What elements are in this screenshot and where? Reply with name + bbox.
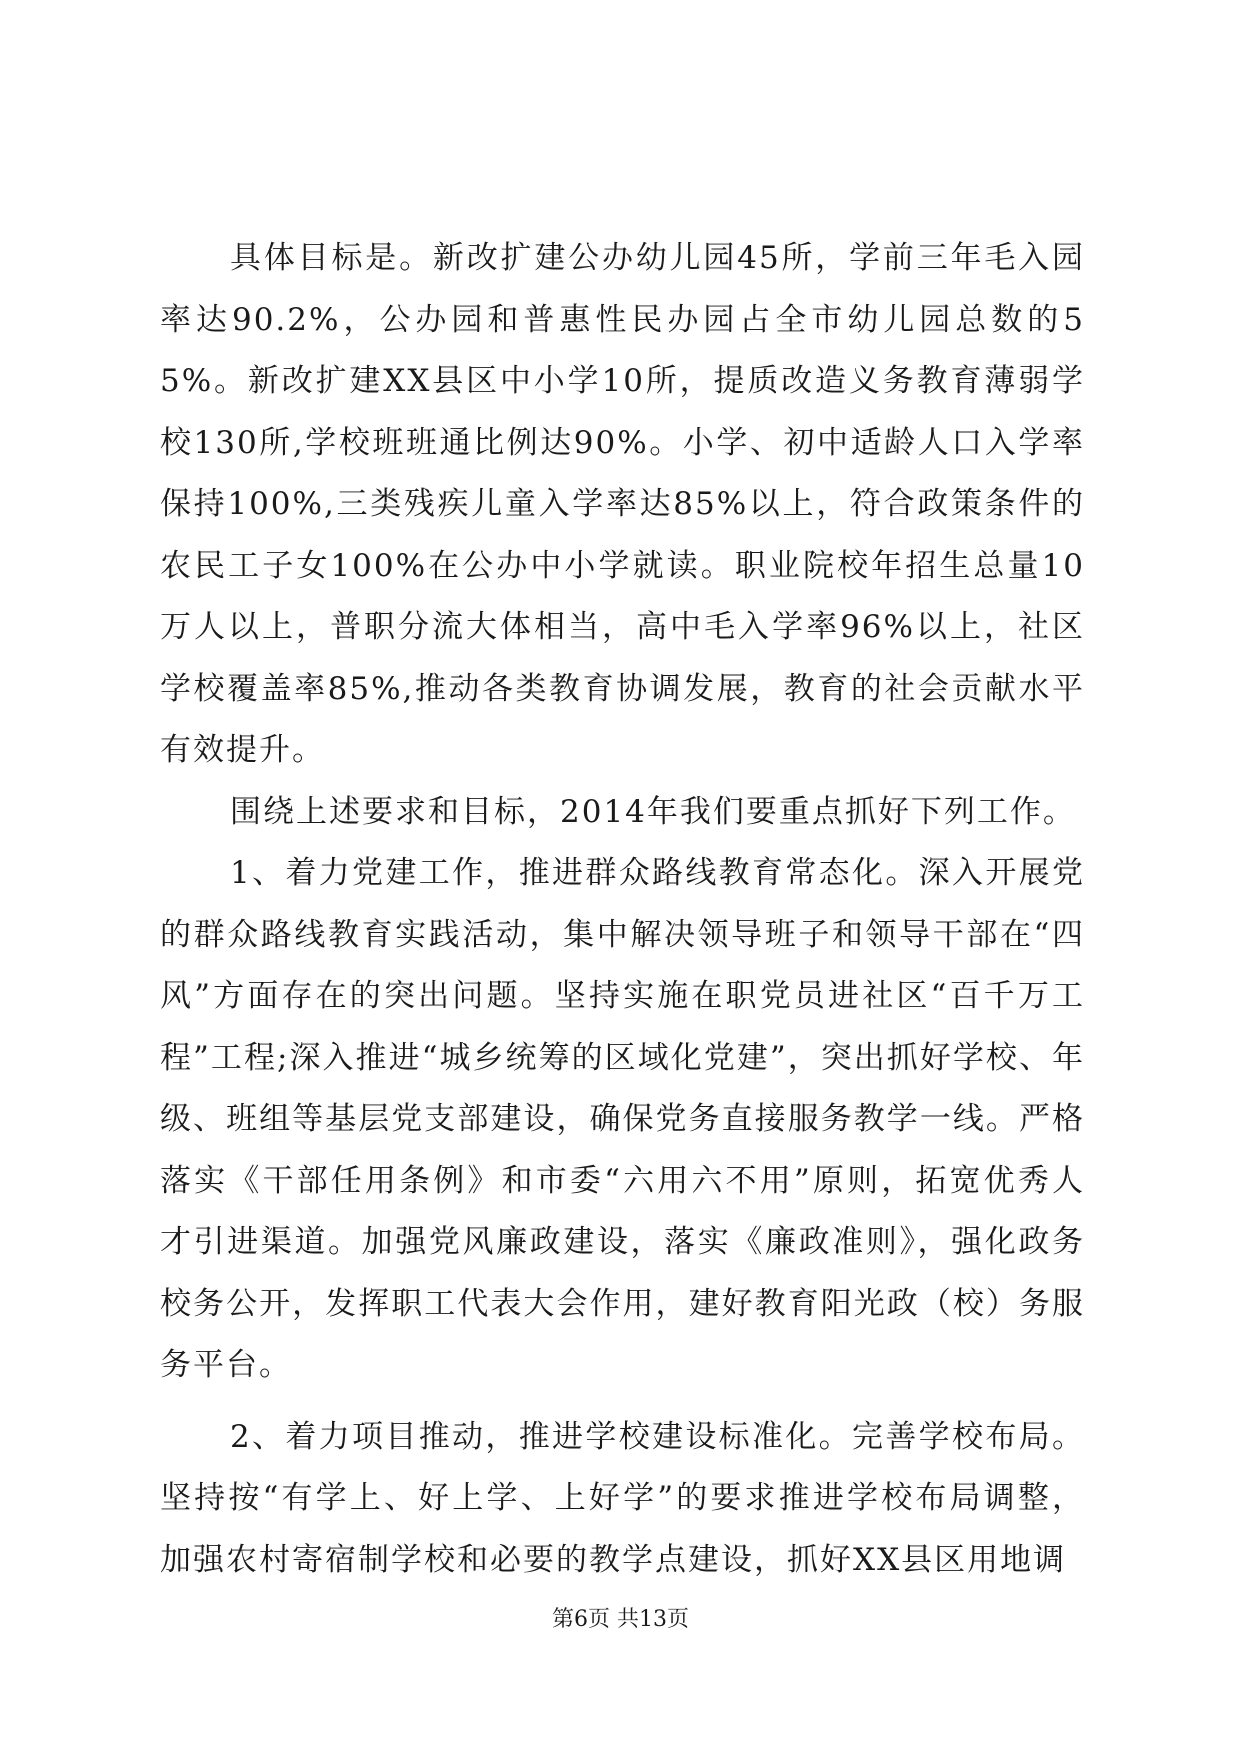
paragraph-item-2-school-construction: 2、着力项目推动，推进学校建设标准化。完善学校布局。坚持按“有学上、好上学、上好学”的要求推进学校布局调整，加强农村寄宿制学校和必要的教学点建设，抓好XX县区用地调 [160, 1418, 1085, 1578]
document-body [160, 228, 1085, 1591]
page-number-footer: 第6页 共13页 [552, 1607, 689, 1632]
paragraph-summary: 围绕上述要求和目标，2014年我们要重点抓好下列工作。 [230, 793, 1076, 830]
paragraph-item-1-party-building: 1、着力党建工作，推进群众路线教育常态化。深入开展党的群众路线教育实践活动，集中解决领导班子和领导干部在“四风”方面存在的突出问题。坚持实施在职党员进社区“百千万工程”工程;深入推进“城乡统筹的区域化党建”，突出抓好学校、年级、班组等基层党支部建设，确保党务直接服务教学一线。严格落实《干部任用条例》和市委“六用六不用”原则，拓宽优秀人才引进渠道。加强党风廉政建设，落实《廉政准则》，强化政务校务公开，发挥职工代表大会作用，建好教育阳光政（校）务服务平台。 [160, 855, 1085, 1383]
paragraph-goals: 具体目标是。新改扩建公办幼儿园45所，学前三年毛入园率达90.2%，公办园和普惠性民办园占全市幼儿园总数的55%。新改扩建XX县区中小学10所，提质改造义务教育薄弱学校130所,学校班班通比例达90%。小学、初中适龄人口入学率保持100%,三类残疾儿童入学率达85%以上，符合政策条件的农民工子女100%在公办中小学就读。职业院校年招生总量10万人以上，普职分流大体相当，高中毛入学率96%以上，社区学校覆盖率85%,推动各类教育协调发展，教育的社会贡献水平有效提升。 [160, 240, 1085, 768]
